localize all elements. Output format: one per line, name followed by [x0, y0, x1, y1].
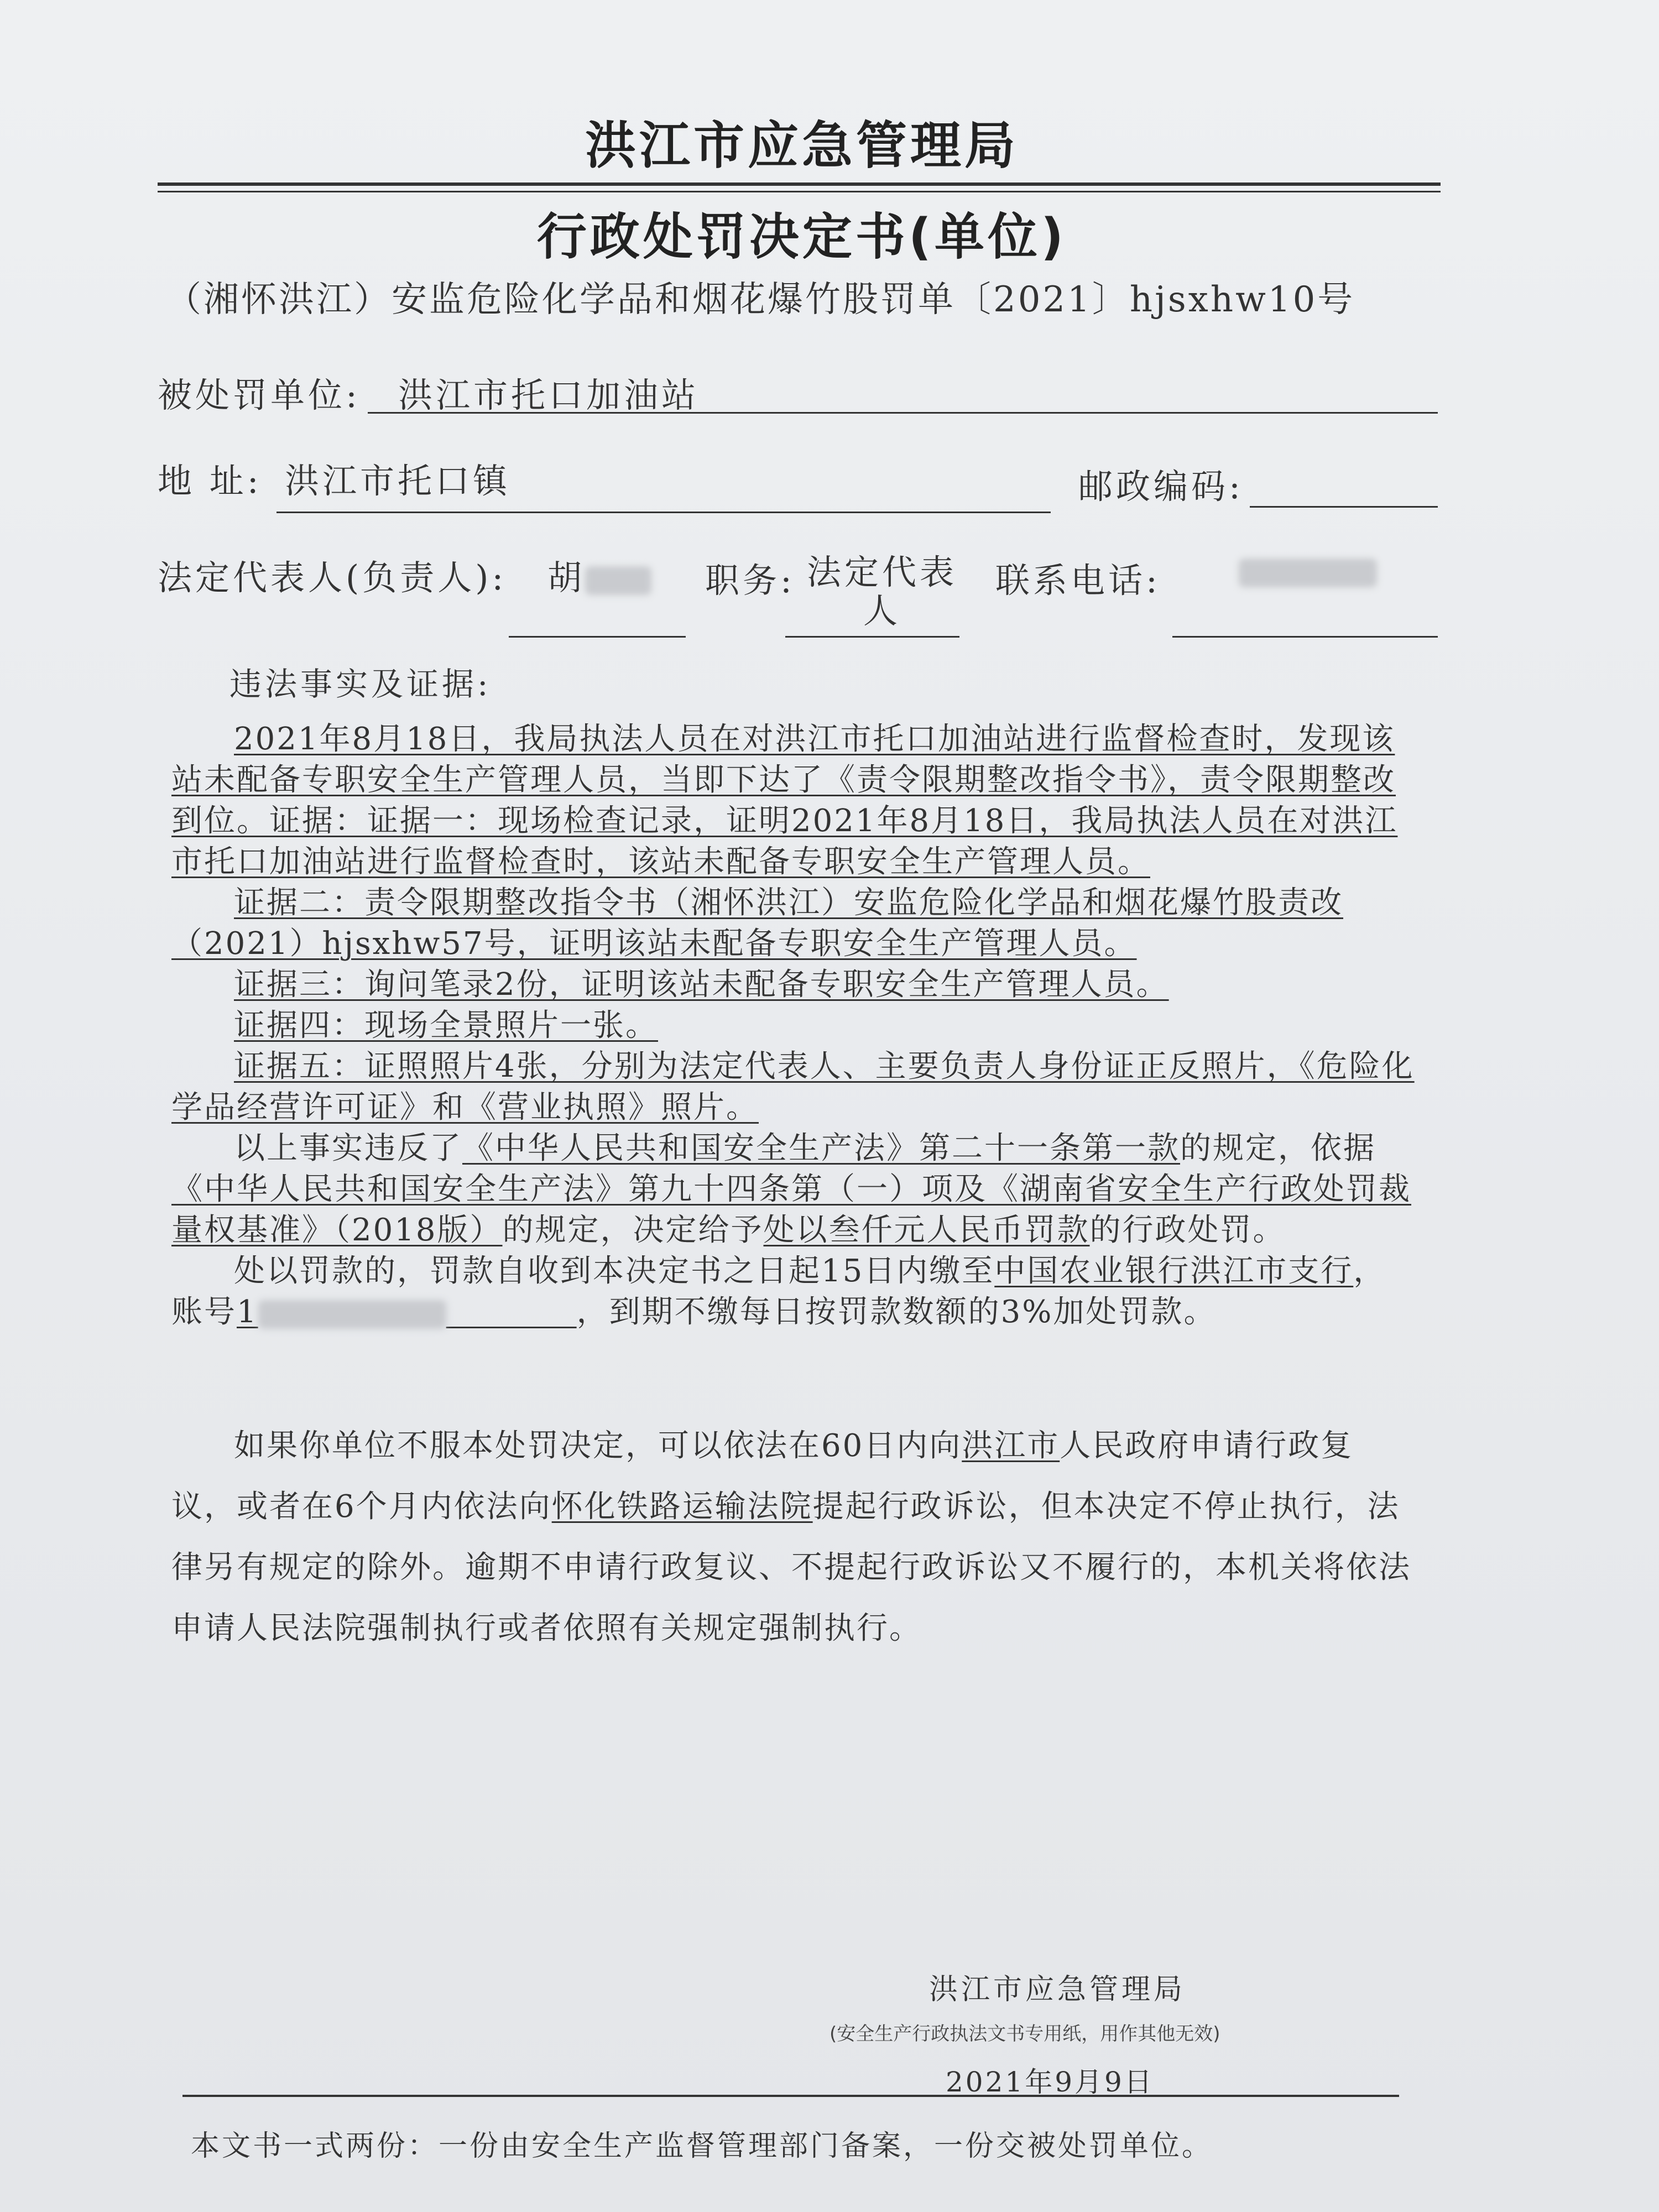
facts-body [171, 719, 1416, 1333]
evidence-paragraph-1: 2021年8月18日，我局执法人员在对洪江市托口加油站进行监督检查时，发现该站未配备专职安全生产管理人员，当即下达了《责令限期整改指令书》，责令限期整改到位。证据：证据一：现场检查记录，证明2021年8月18日，我局执法人员在对洪江市托口加油站进行监督检查时，该站未配备专职安全生产管理人员。 [171, 721, 1398, 880]
unit-label: 被处罚单位: [158, 375, 361, 415]
rep-underline [509, 636, 686, 638]
evidence-paragraph-4: 证据四：现场全景照片一张。 [234, 1008, 658, 1044]
phone-label: 联系电话: [995, 560, 1161, 601]
copies-footnote: 本文书一式两份：一份由安全生产监督管理部门备案，一份交被处罚单位。 [191, 2130, 1213, 2163]
penalty-amount: 处以叁仟元人民币罚款 [763, 1212, 1090, 1248]
review-government: 洪江市 [962, 1428, 1060, 1464]
postcode-label: 邮政编码: [1078, 466, 1244, 507]
evidence-paragraph-2: 证据二：责令限期整改指令书（湘怀洪江）安监危险化学品和烟花爆竹股责改（2021）hjsxhw57号，证明该站未配备专职安全生产管理人员。 [171, 885, 1343, 962]
phone-underline [1172, 636, 1438, 638]
position-underline [785, 636, 959, 638]
evidence-paragraph-3: 证据三：询问笔录2份，证明该站未配备专职安全生产管理人员。 [234, 967, 1169, 1003]
issuing-agency: 洪江市应急管理局 [585, 116, 1019, 175]
special-paper-note: (安全生产行政执法文书专用纸，用作其他无效) [830, 2023, 1220, 2045]
applied-law: 《中华人民共和国安全生产法》第九十四条第（一）项及《湖南省安全生产行政处罚裁量权基准》（2018版） [171, 1171, 1411, 1248]
rep-value: 胡 [547, 550, 651, 599]
document-number: （湘怀洪江）安监危险化学品和烟花爆竹股罚单〔2021〕hjsxhw10号 [166, 279, 1355, 320]
decision-paragraph: 以上事实违反了《中华人民共和国安全生产法》第二十一条第一款的规定，依据《中华人民共和国安全生产法》第九十四条第（一）项及《湖南省安全生产行政处罚裁量权基准》（2018版）的规定，决定给予处以叁仟元人民币罚款的行政处罚。 [171, 1130, 1411, 1248]
postcode-underline [1250, 506, 1438, 508]
redacted-phone [1239, 559, 1377, 587]
litigation-court: 怀化铁路运输法院 [551, 1489, 813, 1525]
document-title: 行政处罚决定书(单位) [536, 208, 1067, 266]
violated-law: 《中华人民共和国安全生产法》第二十一条第一款 [462, 1130, 1180, 1166]
facts-heading: 违法事实及证据: [229, 665, 492, 703]
redacted-name [585, 566, 651, 595]
signature-agency: 洪江市应急管理局 [929, 1973, 1186, 2006]
rep-label: 法定代表人(负责人): [158, 557, 507, 598]
position-value: 法定代表人 [806, 552, 957, 631]
unit-value: 洪江市托口加油站 [398, 375, 700, 415]
appeal-paragraph: 如果你单位不服本处罚决定，可以依法在60日内向洪江市人民政府申请行政复议，或者在6个月内依法向怀化铁路运输法院提起行政诉讼，但本决定不停止执行，法律另有规定的除外。逾期不申请行政复议、不提起行政诉讼又不履行的，本机关将依法申请人民法院强制执行或者依照有关规定强制执行。 [171, 1428, 1411, 1646]
account-number: 1 [237, 1294, 577, 1330]
decision-date: 2021年9月9日 [946, 2066, 1154, 2098]
header-rule-thin [158, 191, 1441, 192]
address-underline [276, 512, 1051, 513]
payment-bank: 中国农业银行洪江市支行 [994, 1253, 1354, 1289]
evidence-paragraph-5: 证据五：证照照片4张，分别为法定代表人、主要负责人身份证正反照片，《危险化学品经营许可证》和《营业执照》照片。 [171, 1048, 1415, 1125]
header-rule-thick [158, 182, 1441, 186]
footer-rule [182, 2095, 1399, 2097]
unit-underline [368, 412, 1438, 414]
position-label: 职务: [705, 560, 795, 601]
appeal-body [171, 1416, 1416, 1659]
address-value: 洪江市托口镇 [285, 461, 511, 501]
redacted-account [258, 1300, 446, 1329]
address-label: 地 址: [158, 461, 262, 501]
payment-paragraph: 处以罚款的，罚款自收到本决定书之日起15日内缴至中国农业银行洪江市支行，账号1 ，到期不缴每日按罚款数额的3%加处罚款。 [171, 1253, 1386, 1330]
